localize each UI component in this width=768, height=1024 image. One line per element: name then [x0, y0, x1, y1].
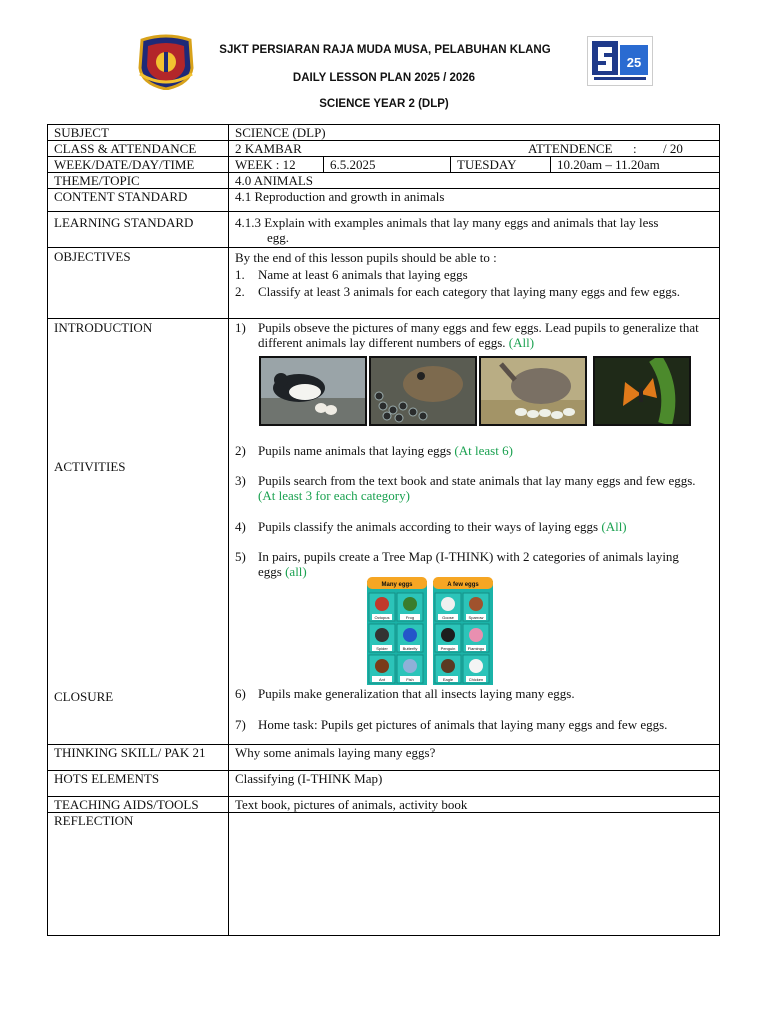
- thinking-skill-label: THINKING SKILL/ PAK 21: [48, 745, 229, 771]
- row-week: [48, 157, 720, 173]
- lesson-day: TUESDAY: [451, 157, 551, 172]
- subject-label: SUBJECT: [48, 125, 229, 141]
- treemap-animal-icon: [469, 628, 483, 642]
- class-value: 2 KAMBAR: [235, 141, 302, 156]
- treemap-animal-label: Spider: [376, 646, 388, 651]
- treemap-animal-label: Fish: [406, 677, 414, 682]
- theme-label: THEME/TOPIC: [48, 173, 229, 189]
- closure-label: CLOSURE: [54, 689, 114, 704]
- row-lesson-steps: [48, 319, 720, 745]
- attendance-total: / 20: [663, 141, 683, 156]
- week-cell: [229, 157, 720, 173]
- learning-standard-continuation: egg.: [267, 230, 290, 245]
- i-think-tree-map: [365, 577, 495, 687]
- learning-standard-value: 4.1.3 Explain with examples animals that lay many eggs and animals that lay less: [235, 215, 659, 230]
- activity-step: 4) Pupils classify the animals according to their ways of laying eggs (All): [235, 519, 627, 534]
- row-hots: [48, 771, 720, 797]
- step-group-tag: (All): [508, 335, 535, 350]
- activity-step: 5) In pairs, pupils create a Tree Map (I-THINK) with 2 categories of animals laying eggs (all): [235, 549, 679, 579]
- hots-label: HOTS ELEMENTS: [48, 771, 229, 797]
- treemap-animal-label: Frog: [405, 615, 415, 620]
- class-cell: [229, 141, 720, 157]
- treemap-animal-icon: [375, 628, 389, 642]
- activity-step: 3) Pupils search from the text book and state animals that lay many eggs and few eggs. (At least 3 for each category): [235, 473, 696, 503]
- closure-step: 6) Pupils make generalization that all insects laying many eggs.: [235, 686, 575, 701]
- class-label: CLASS & ATTENDANCE: [48, 141, 229, 157]
- egg-photo-strip: [259, 356, 705, 426]
- content-standard-value: 4.1 Reproduction and growth in animals: [229, 189, 720, 212]
- teaching-aids-label: TEACHING AIDS/TOOLS: [48, 797, 229, 813]
- treemap-animal-label: Butterfly: [402, 646, 418, 651]
- treemap-animal-icon: [375, 597, 389, 611]
- objective-item: 2. Classify at least 3 animals for each category that laying many eggs and few eggs.: [235, 284, 681, 299]
- steps-label-cell: [48, 319, 229, 745]
- lesson-plan-table: [47, 124, 720, 936]
- introduction-step: 1) Pupils obseve the pictures of many eggs and few eggs. Lead pupils to generalize that different animals lay different numbers of eggs. (All): [235, 320, 699, 350]
- theme-value: 4.0 ANIMALS: [229, 173, 720, 189]
- row-objectives: [48, 248, 720, 319]
- content-standard-label: CONTENT STANDARD: [48, 189, 229, 212]
- closure-step: 7) Home task: Pupils get pictures of animals that laying many eggs and few eggs.: [235, 717, 668, 732]
- attendance-label: ATTENDENCE: [528, 141, 613, 156]
- week-label: WEEK/DATE/DAY/TIME: [48, 157, 229, 173]
- row-learning-standard: [48, 212, 720, 248]
- objectives-label: OBJECTIVES: [48, 248, 229, 319]
- frog-spawn-photo: [369, 356, 477, 426]
- lesson-date: 6.5.2025: [324, 157, 451, 172]
- treemap-animal-icon: [403, 597, 417, 611]
- row-thinking-skill: [48, 745, 720, 771]
- treemap-animal-label: Ant: [378, 677, 386, 682]
- learning-standard-label: LEARNING STANDARD: [48, 212, 229, 248]
- treemap-animal-label: Penguin: [440, 646, 456, 651]
- step-group-tag: (all): [285, 564, 307, 579]
- teaching-aids-value: Text book, pictures of animals, activity book: [229, 797, 720, 813]
- butterfly-photo: [593, 356, 691, 426]
- treemap-animal-label: Eagle: [442, 677, 454, 682]
- step-group-tag: (All): [601, 519, 627, 534]
- introduction-label: INTRODUCTION: [54, 320, 153, 335]
- row-class: [48, 141, 720, 157]
- treemap-animal-icon: [403, 628, 417, 642]
- treemap-animal-label: Flamingo: [467, 646, 485, 651]
- objective-item: 1. Name at least 6 animals that laying eggs: [235, 267, 468, 282]
- plan-title: DAILY LESSON PLAN 2025 / 2026: [292, 72, 476, 84]
- treemap-animal-label: Goose: [442, 615, 454, 620]
- steps-cell: [229, 319, 720, 745]
- row-teaching-aids: [48, 797, 720, 813]
- subject-value: SCIENCE (DLP): [229, 125, 720, 141]
- thinking-skill-value: Why some animals laying many eggs?: [229, 745, 720, 771]
- row-theme: [48, 173, 720, 189]
- row-reflection: [48, 813, 720, 936]
- school-name: SJKT PERSIARAN RAJA MUDA MUSA, PELABUHAN KLANG: [219, 44, 551, 56]
- treemap-animal-icon: [441, 628, 455, 642]
- lesson-time: 10.20am – 11.20am: [557, 157, 660, 172]
- treemap-animal-icon: [469, 597, 483, 611]
- treemap-animal-label: Sparrow: [468, 615, 484, 620]
- step-group-tag: (At least 3 for each category): [258, 488, 410, 503]
- row-subject: [48, 125, 720, 141]
- step-group-tag: (At least 6): [454, 443, 513, 458]
- activities-label: ACTIVITIES: [54, 459, 126, 474]
- anniversary-logo: [587, 36, 653, 86]
- hots-value: Classifying (I-THINK Map): [229, 771, 720, 797]
- treemap-animal-icon: [469, 659, 483, 673]
- treemap-right-title: A few eggs: [447, 582, 479, 588]
- treemap-animal-icon: [441, 659, 455, 673]
- week-number: WEEK : 12: [229, 157, 324, 172]
- treemap-animal-icon: [375, 659, 389, 673]
- document-header: [0, 0, 768, 120]
- reflection-label: REFLECTION: [48, 813, 229, 936]
- objectives-cell: [229, 248, 720, 319]
- treemap-animal-label: Chicken: [468, 677, 484, 682]
- subject-title: SCIENCE YEAR 2 (DLP): [319, 98, 449, 110]
- treemap-animal-icon: [403, 659, 417, 673]
- activity-step: 2) Pupils name animals that laying eggs (At least 6): [235, 443, 513, 458]
- attendance-separator: :: [633, 141, 637, 156]
- emu-eggs-photo: [479, 356, 587, 426]
- objectives-list: [235, 266, 699, 300]
- treemap-animal-label: Octopus: [374, 615, 390, 620]
- learning-standard-cell: [229, 212, 720, 248]
- objectives-intro: By the end of this lesson pupils should be able to :: [235, 250, 497, 265]
- row-content-standard: [48, 189, 720, 212]
- reflection-value[interactable]: [229, 813, 720, 936]
- penguin-eggs-photo: [259, 356, 367, 426]
- treemap-left-title: Many eggs: [381, 582, 413, 588]
- anniversary-number: 25: [626, 55, 642, 70]
- treemap-animal-icon: [441, 597, 455, 611]
